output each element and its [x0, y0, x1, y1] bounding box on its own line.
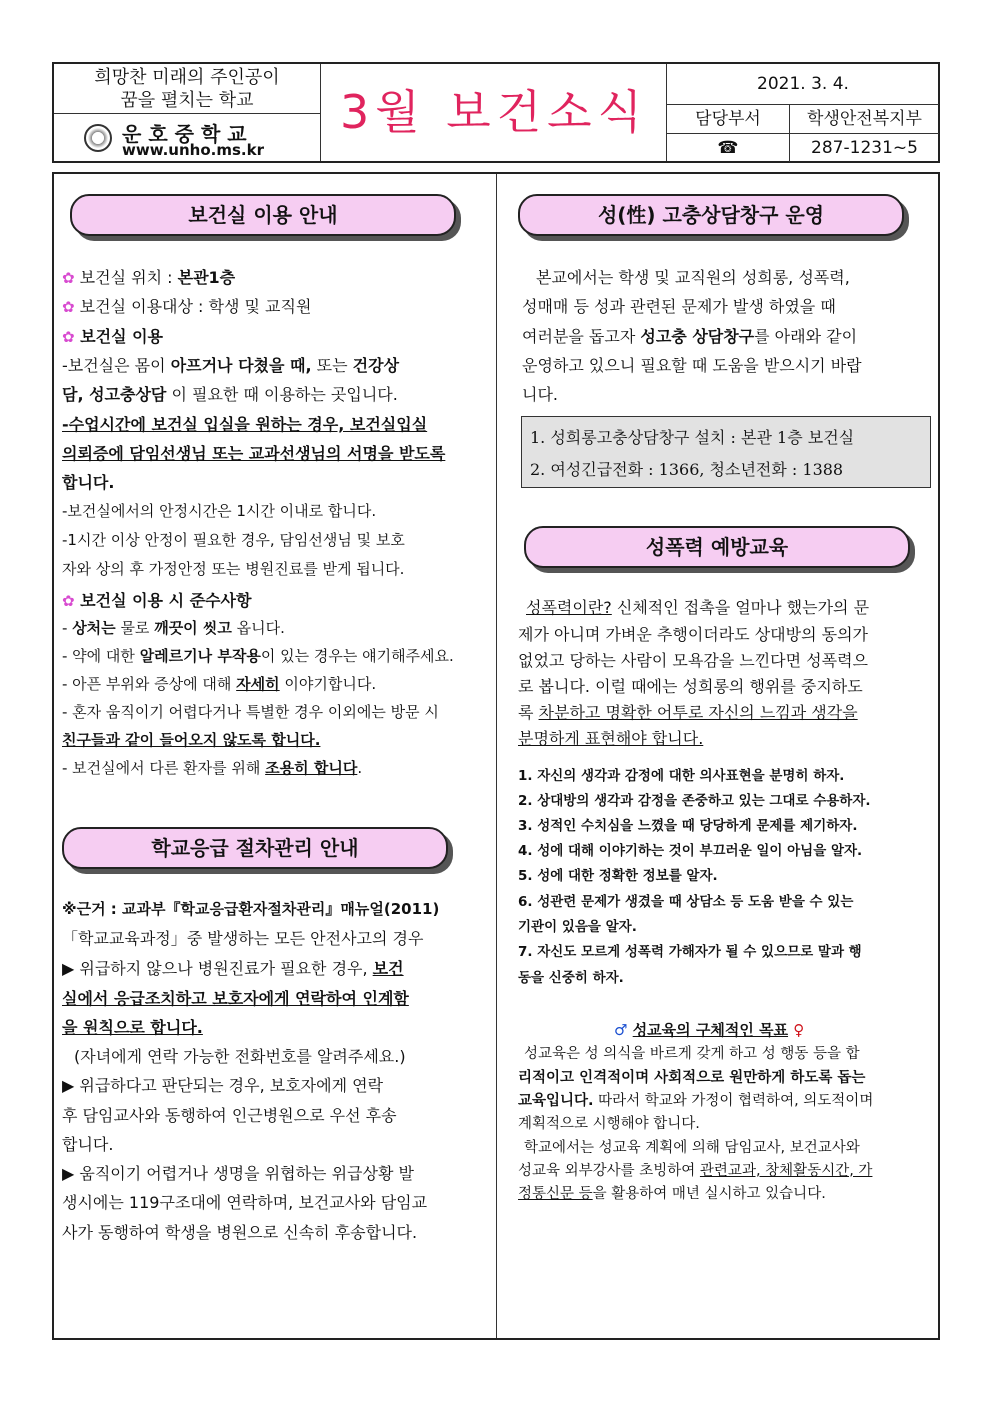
- rules-heading: ✿ 보건실 이용 시 준수사항: [62, 591, 252, 610]
- emergency-line-4: 을 원칙으로 합니다.: [62, 1018, 203, 1037]
- prevention-rule-5: 5. 성에 대한 정확한 정보를 알자.: [518, 868, 718, 884]
- school-url: www.unho.ms.kr: [122, 141, 264, 159]
- counseling-info-box: [521, 416, 931, 488]
- prevention-rule-3: 3. 성적인 수치심을 느꼈을 때 당당하게 문제를 제기하자.: [518, 818, 858, 834]
- slogan-line-1: 희망찬 미래의 주인공이: [94, 67, 280, 88]
- dept-value: 학생안전복지부: [807, 109, 922, 129]
- goal-line-2: 리적이고 인격적이며 사회적으로 원만하게 하도록 돕는: [518, 1070, 866, 1086]
- prevention-line-5: 록 차분하고 명확한 어투로 자신의 느낌과 생각을: [518, 703, 858, 722]
- telephone-icon: ☎: [667, 134, 790, 162]
- flower-bullet-icon: ✿: [62, 328, 75, 346]
- column-divider: [496, 174, 497, 1338]
- prevention-line-2: 제가 아니며 가벼운 추행이더라도 상대방의 동의가: [518, 625, 869, 644]
- prevention-rule-7: 7. 자신도 모르게 성폭력 가해자가 될 수 있으므로 말과 행: [518, 944, 862, 960]
- emergency-line-10: 생시에는 119구조대에 연락하며, 보건교사와 담임교: [62, 1193, 428, 1212]
- emergency-line-8: 합니다.: [62, 1135, 114, 1154]
- school-info: [54, 64, 321, 161]
- newsletter-title: 3월 보건소식: [339, 85, 649, 139]
- rule-2: - 약에 대한 알레르기나 부작용이 있는 경우는 얘기해주세요.: [62, 647, 454, 665]
- rule-6: - 보건실에서 다른 환자를 위해 조용히 합니다.: [62, 759, 363, 777]
- emergency-line-5: (자녀에게 연락 가능한 전화번호를 알려주세요.): [74, 1047, 406, 1066]
- rule-4: - 혼자 움직이기 어렵다거나 특별한 경우 이외에는 방문 시: [62, 703, 439, 721]
- rule-3: - 아픈 부위와 증상에 대해 자세히 이야기합니다.: [62, 675, 377, 693]
- use-line-3: -수업시간에 보건실 입실을 원하는 경우, 보건실입실: [62, 415, 428, 434]
- prevention-line-4: 로 봅니다. 이럴 때에는 성희롱의 행위를 중지하도: [518, 677, 863, 696]
- dept-row: [667, 105, 939, 134]
- counseling-line-3: 여러분을 돕고자 성고충 상담창구를 아래와 같이: [522, 327, 858, 346]
- goal-line-6: 성교육 외부강사를 초빙하여 관련교과, 창체활동시간, 가: [518, 1163, 873, 1179]
- section-title-counseling: 성(性) 고충상담창구 운영: [518, 194, 904, 236]
- use-line-5: 합니다.: [62, 473, 115, 492]
- school-identity: [54, 115, 320, 161]
- emergency-line-7: 후 담임교사와 동행하여 인근병원으로 우선 후송: [62, 1106, 397, 1125]
- issue-date: 2021. 3. 4.: [667, 64, 939, 105]
- section-title-prevention: 성폭력 예방교육: [524, 526, 910, 568]
- goal-line-7: 정통신문 등을 활용하여 매년 실시하고 있습니다.: [518, 1186, 826, 1202]
- use-line-7: -1시간 이상 안정이 필요한 경우, 담임선생님 및 보호: [62, 531, 405, 549]
- prevention-rule-6: 6. 성관련 문제가 생겼을 때 상담소 등 도움 받을 수 있는: [518, 894, 854, 910]
- dept-label: 담당부서: [667, 105, 790, 133]
- emergency-line-9: ▶ 움직이기 어렵거나 생명을 위협하는 위급상황 발: [62, 1164, 414, 1183]
- emergency-line-1: 「학교교육과정」중 발생하는 모든 안전사고의 경우: [62, 929, 424, 948]
- rule-5: 친구들과 같이 들어오지 않도록 합니다.: [62, 731, 321, 749]
- use-line-6: -보건실에서의 안정시간은 1시간 이내로 합니다.: [62, 502, 377, 520]
- flower-bullet-icon: ✿: [62, 298, 75, 316]
- use-line-1: -보건실은 몸이 아프거나 다쳤을 때, 또는 건강상: [62, 356, 400, 375]
- emergency-line-6: ▶ 위급하다고 판단되는 경우, 보호자에게 연락: [62, 1076, 384, 1095]
- section-title-emergency: 학교응급 절차관리 안내: [62, 827, 448, 869]
- school-name: 운호중학교: [122, 122, 254, 146]
- prevention-rule-7-cont: 동을 신중히 하자.: [518, 970, 624, 986]
- counseling-box-line-1: 1. 성희롱고충상담창구 설치 : 본관 1층 보건실: [530, 428, 855, 447]
- health-room-use-heading: ✿ 보건실 이용: [62, 327, 164, 346]
- emergency-basis: ※근거 : 교과부『학교응급환자절차관리』매뉴얼(2011): [62, 900, 440, 918]
- emergency-line-2: ▶ 위급하지 않으나 병원진료가 필요한 경우, 보건: [62, 959, 404, 978]
- use-line-8: 자와 상의 후 가정안정 또는 병원진료를 받게 됩니다.: [62, 560, 405, 578]
- goal-heading: ♂ 성교육의 구체적인 목표 ♀: [614, 1021, 805, 1039]
- flower-bullet-icon: ✿: [62, 592, 75, 610]
- use-line-2: 담, 성고충상담 이 필요한 때 이용하는 곳입니다.: [62, 385, 398, 404]
- goal-line-1: 성교육은 성 의식을 바르게 갖게 하고 성 행동 등을 합: [524, 1046, 860, 1062]
- counseling-line-2: 성매매 등 성과 관련된 문제가 발생 하였을 때: [522, 297, 836, 316]
- goal-line-4: 계획적으로 시행해야 합니다.: [518, 1116, 700, 1132]
- prevention-rule-6-cont: 기관이 있음을 알자.: [518, 919, 637, 935]
- flower-bullet-icon: ✿: [62, 269, 75, 287]
- prevention-line-1: 성폭력이란? 신체적인 접촉을 얼마나 했는가의 문: [526, 598, 870, 617]
- prevention-rule-2: 2. 상대방의 생각과 감정을 존중하고 있는 그대로 수용하자.: [518, 793, 871, 809]
- use-line-4: 의뢰증에 담임선생님 또는 교과선생님의 서명을 받도록: [62, 444, 446, 463]
- goal-line-5: 학교에서는 성교육 계획에 의해 담임교사, 보건교사와: [524, 1140, 860, 1156]
- goal-line-3: 교육입니다. 따라서 학교와 가정이 협력하여, 의도적이며: [518, 1093, 874, 1109]
- health-room-target: ✿ 보건실 이용대상 : 학생 및 교직원: [62, 297, 312, 316]
- counseling-line-5: 니다.: [522, 385, 558, 404]
- school-emblem-icon: [84, 124, 112, 152]
- section-title-health-room: 보건실 이용 안내: [70, 194, 456, 236]
- emergency-line-11: 사가 동행하여 학생을 병원으로 신속히 후송합니다.: [62, 1223, 418, 1242]
- phone-row: [667, 134, 939, 162]
- health-room-location: ✿ 보건실 위치 : 본관1층: [62, 268, 236, 287]
- emergency-line-3: 실에서 응급조치하고 보호자에게 연락하여 인계함: [62, 989, 409, 1008]
- counseling-box-line-2: 2. 여성긴급전화 : 1366, 청소년전화 : 1388: [530, 460, 844, 479]
- prevention-line-3: 없었고 당하는 사람이 모욕감을 느낀다면 성폭력으: [518, 651, 869, 670]
- newsletter-header: [52, 62, 940, 163]
- rule-1: - 상처는 물로 깨끗이 씻고 옵니다.: [62, 619, 285, 637]
- prevention-rule-4: 4. 성에 대해 이야기하는 것이 부끄러운 일이 아님을 알자.: [518, 843, 863, 859]
- issue-info: [666, 64, 939, 161]
- prevention-line-6: 분명하게 표현해야 합니다.: [518, 729, 704, 748]
- slogan-line-2: 꿈을 펼치는 학교: [120, 90, 254, 111]
- phone-value: 287-1231~5: [811, 138, 918, 158]
- male-symbol-icon: ♂: [614, 1021, 628, 1039]
- counseling-line-1: 본교에서는 학생 및 교직원의 성희롱, 성폭력,: [536, 268, 850, 287]
- prevention-rule-1: 1. 자신의 생각과 감정에 대한 의사표현을 분명히 하자.: [518, 768, 845, 784]
- counseling-line-4: 운영하고 있으니 필요할 때 도움을 받으시기 바랍: [522, 356, 862, 375]
- school-slogan: [54, 64, 320, 114]
- female-symbol-icon: ♀: [793, 1021, 805, 1039]
